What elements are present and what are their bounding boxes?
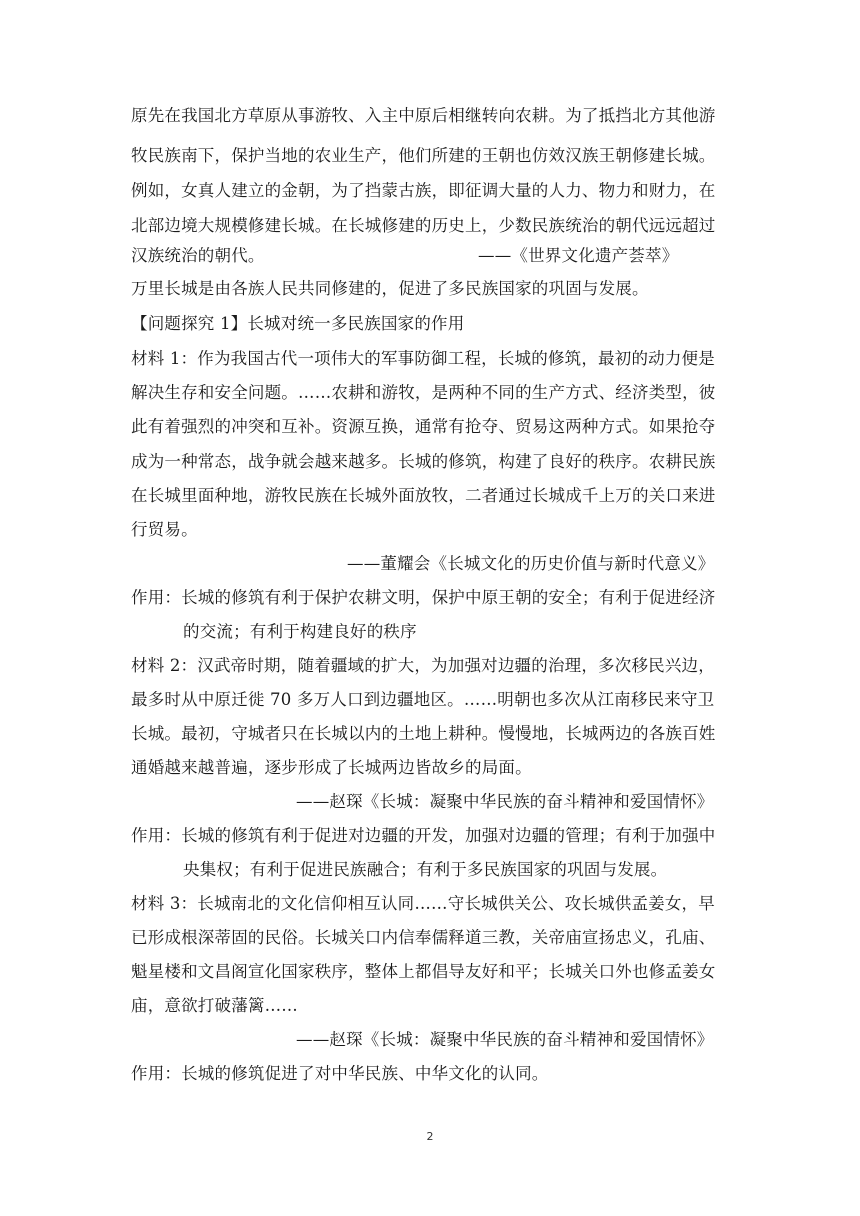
paragraph-line: 牧民族南下，保护当地的农业生产，他们所建的王朝也仿效汉族王朝修建长城。 bbox=[131, 146, 716, 165]
material-line: 行贸易。 bbox=[131, 520, 198, 539]
material-line: 庙，意欲打破藩篱…… bbox=[131, 996, 298, 1015]
citation: ——董耀会《长城文化的历史价值与新时代意义》 bbox=[347, 554, 715, 573]
paragraph-line: 例如，女真人建立的金朝，为了挡蒙古族，即征调大量的人力、物力和财力，在 bbox=[131, 181, 716, 200]
answer-line: 作用：长城的修筑有利于促进对边疆的开发，加强对边疆的管理；有利于加强中 bbox=[131, 826, 716, 845]
material-line: 解决生存和安全问题。……农耕和游牧，是两种不同的生产方式、经济类型，彼 bbox=[131, 383, 716, 402]
answer-line: 的交流；有利于构建良好的秩序 bbox=[183, 622, 417, 641]
material-line: 魁星楼和文昌阁宣化国家秩序，整体上都倡导友好和平；长城关口外也修孟姜女 bbox=[131, 962, 716, 981]
paragraph-line: 汉族统治的朝代。 bbox=[131, 246, 265, 265]
section-heading: 【问题探究 1】长城对统一多民族国家的作用 bbox=[131, 314, 465, 333]
citation: ——赵琛《长城：凝聚中华民族的奋斗精神和爱国情怀》 bbox=[296, 792, 714, 811]
answer-line: 作用：长城的修筑促进了对中华民族、中华文化的认同。 bbox=[131, 1064, 549, 1083]
page-number: 2 bbox=[426, 1130, 434, 1143]
citation: ——赵琛《长城：凝聚中华民族的奋斗精神和爱国情怀》 bbox=[296, 1030, 714, 1049]
material-line: 材料 1：作为我国古代一项伟大的军事防御工程，长城的修筑，最初的动力便是 bbox=[131, 349, 715, 368]
material-line: 已形成根深蒂固的民俗。长城关口内信奉儒释道三教，关帝庙宣扬忠义，孔庙、 bbox=[131, 928, 716, 947]
material-line: 在长城里面种地，游牧民族在长城外面放牧，二者通过长城成千上万的关口来进 bbox=[131, 486, 716, 505]
material-line: 最多时从中原迁徙 70 多万人口到边疆地区。……明朝也多次从江南移民来守卫 bbox=[131, 690, 715, 709]
answer-line: 作用：长城的修筑有利于保护农耕文明，保护中原王朝的安全；有利于促进经济 bbox=[131, 588, 716, 607]
material-line: 此有着强烈的冲突和互补。资源互换，通常有抢夺、贸易这两种方式。如果抢夺 bbox=[131, 417, 716, 436]
material-line: 材料 2：汉武帝时期，随着疆域的扩大，为加强对边疆的治理，多次移民兴边， bbox=[131, 656, 715, 675]
material-line: 成为一种常态，战争就会越来越多。长城的修筑，构建了良好的秩序。农耕民族 bbox=[131, 452, 716, 471]
paragraph-line: 原先在我国北方草原从事游牧、入主中原后相继转向农耕。为了抵挡北方其他游 bbox=[131, 106, 716, 125]
answer-line: 央集权；有利于促进民族融合；有利于多民族国家的巩固与发展。 bbox=[183, 860, 668, 879]
material-line: 通婚越来越普遍，逐步形成了长城两边皆故乡的局面。 bbox=[131, 758, 532, 777]
paragraph-line: 万里长城是由各族人民共同修建的，促进了多民族国家的巩固与发展。 bbox=[131, 279, 649, 298]
paragraph-line: 北部边境大规模修建长城。在长城修建的历史上，少数民族统治的朝代远远超过 bbox=[131, 216, 716, 235]
material-line: 长城。最初，守城者只在长城以内的土地上耕种。慢慢地，长城两边的各族百姓 bbox=[131, 724, 716, 743]
material-line: 材料 3：长城南北的文化信仰相互认同……守长城供关公、攻长城供孟姜女，早 bbox=[131, 894, 715, 913]
citation: ——《世界文化遗产荟萃》 bbox=[478, 246, 679, 265]
